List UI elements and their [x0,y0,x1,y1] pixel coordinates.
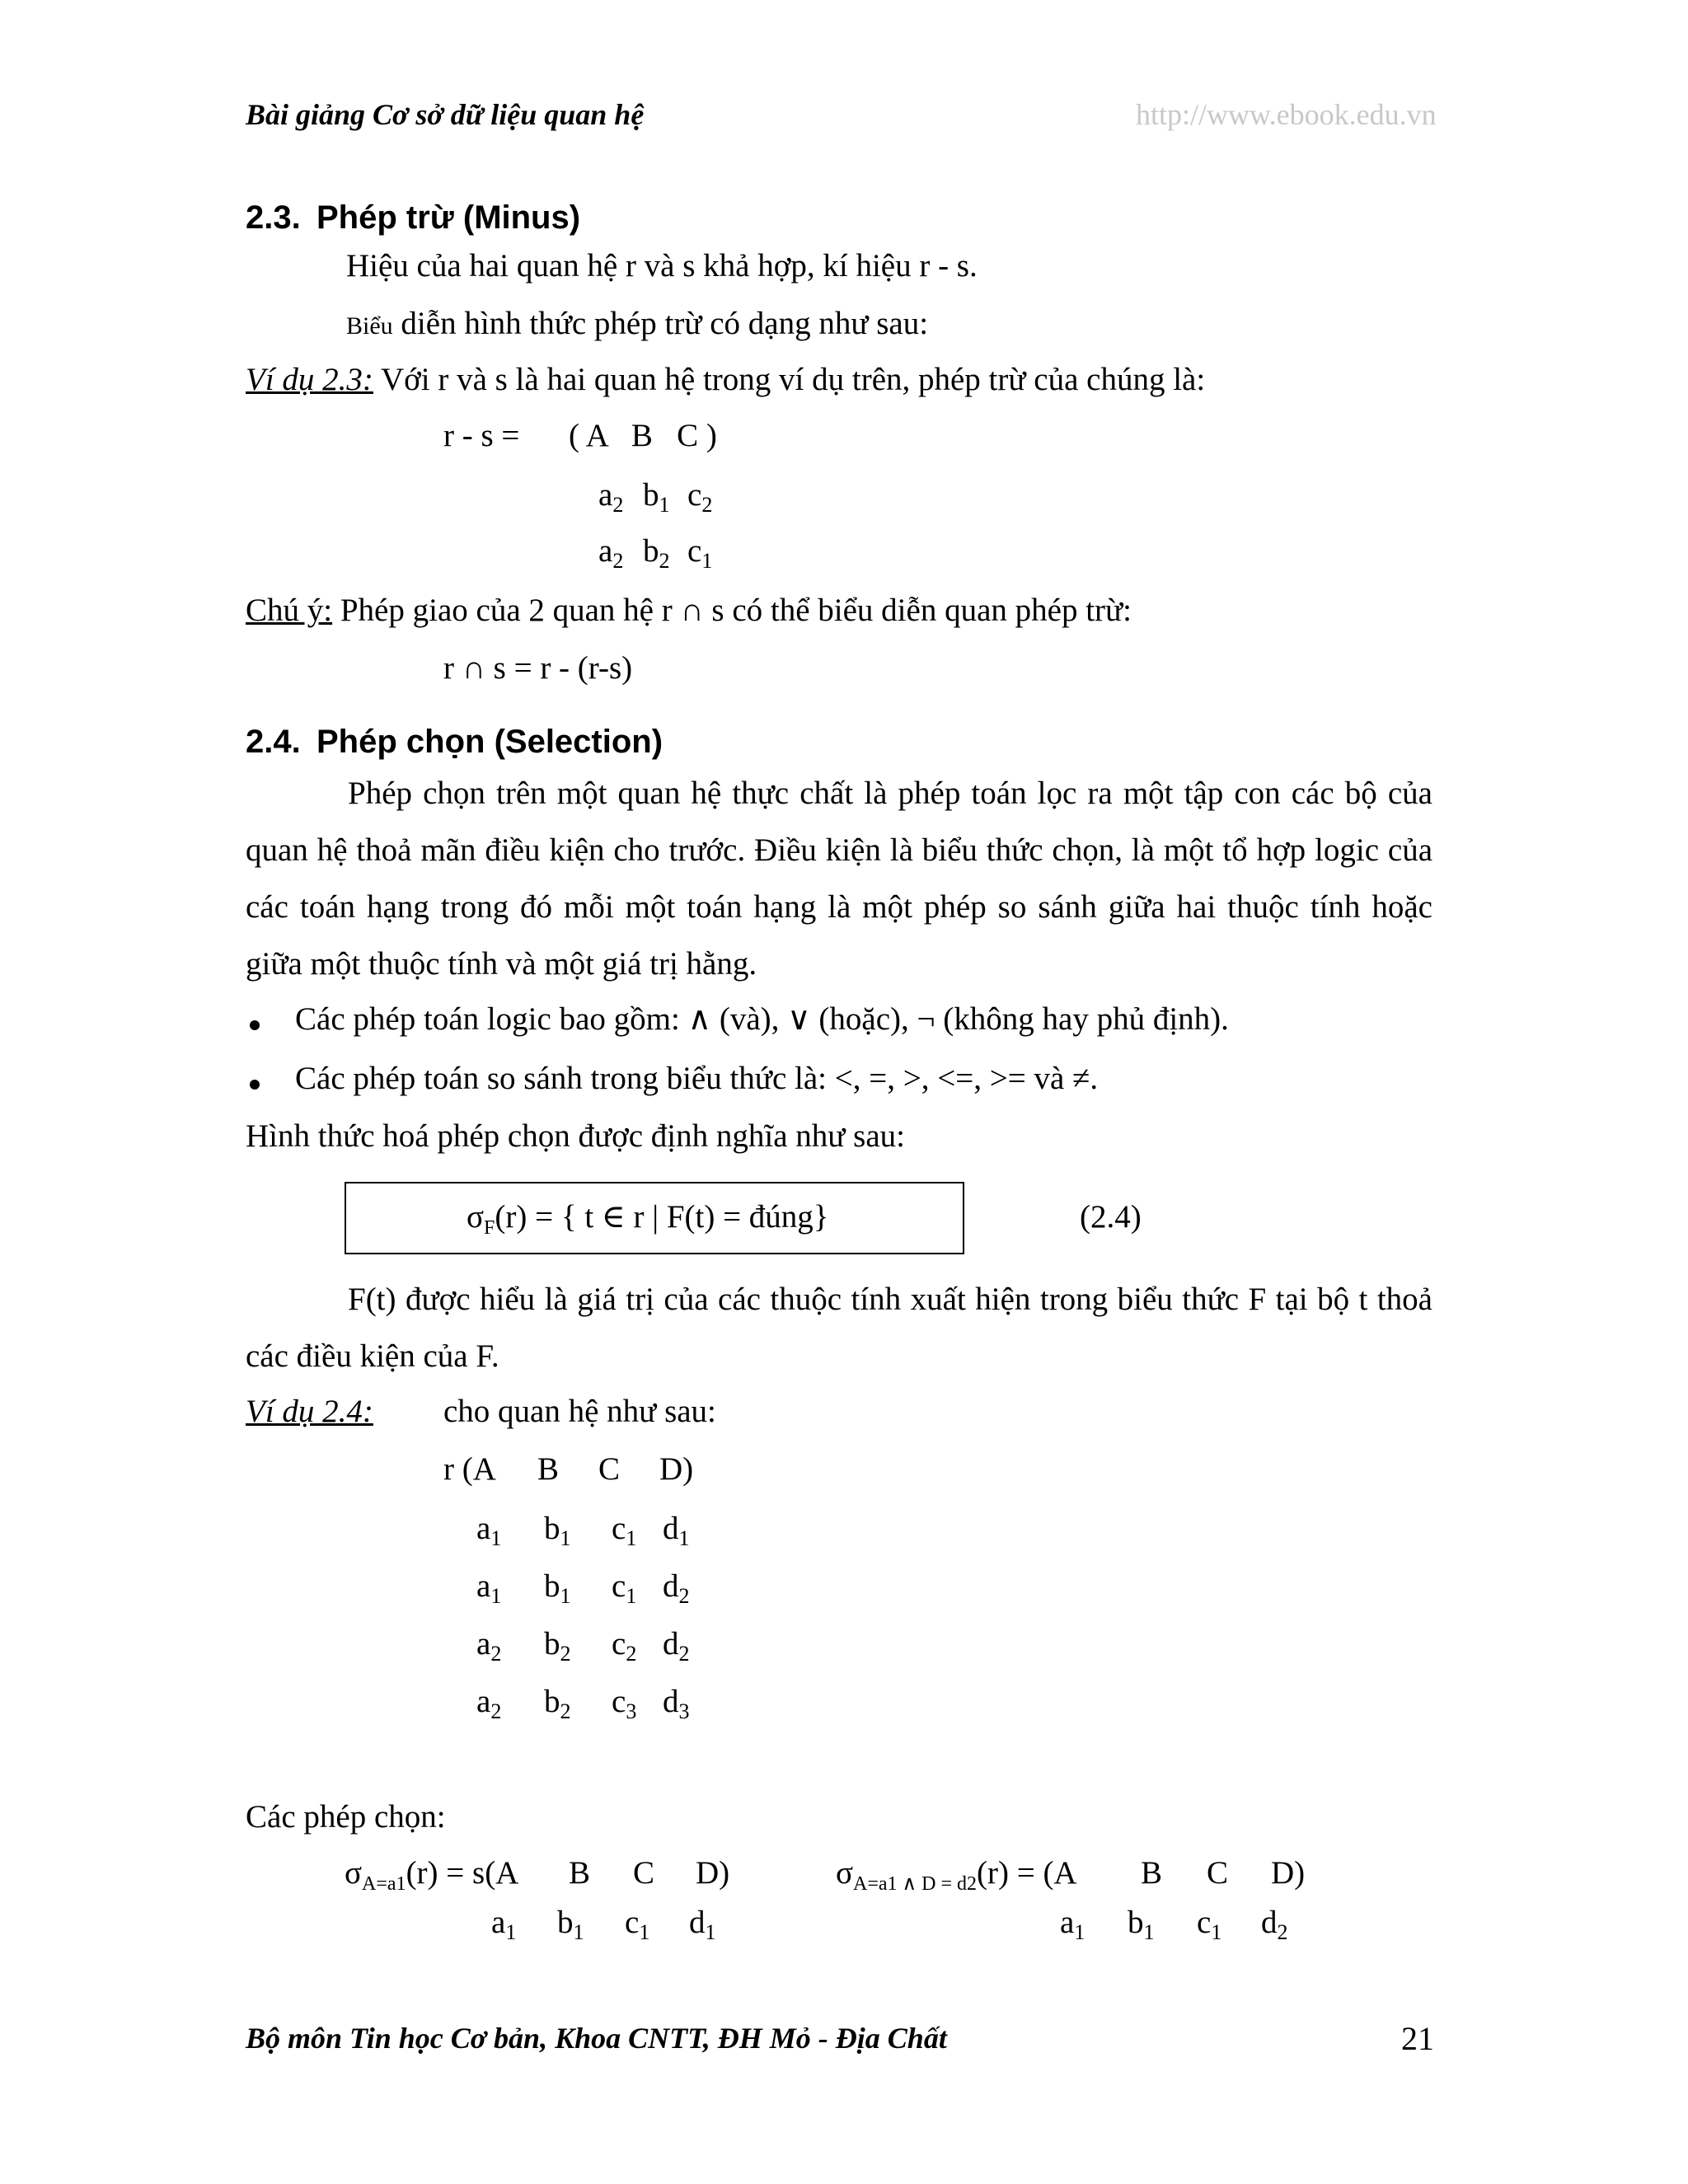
selection-formula: $\sigma_F(r)$ = { t ∈ r | F(t) = đúng} [467,1199,829,1239]
relation-cell: $c_1$ [612,1568,637,1608]
selection-1-cell: $d_1$ [689,1905,716,1944]
selection-1-cell: $b_1$ [557,1905,584,1944]
section-title: Phép chọn (Selection) [316,724,663,760]
selection-1-cell: $c_1$ [625,1905,650,1944]
bullet-logic-ops: Các phép toán logic bao gồm: ∧ (và), ∨ (hoặc), ¬ (không hay phủ định). [295,1001,1229,1037]
formula-number: (2.4) [1080,1199,1142,1235]
bullet-compare-ops: Các phép toán so sánh trong biểu thức là: <, =, >, <=, >= và ≠. [295,1061,1099,1096]
relation-cell: $b_1$ [544,1511,571,1550]
page-number: 21 [1401,2020,1434,2057]
relation-cell: $a_2$ [476,1684,502,1723]
selection-1-col: C [633,1855,655,1891]
definition-line: Hình thức hoá phép chọn được định nghĩa như sau: [246,1118,905,1154]
relation-cell: $a_1$ [476,1568,502,1608]
selection-1-col: B [569,1855,591,1891]
section-2-3-heading [246,199,580,237]
section-title: Phép trừ (Minus) [316,199,581,236]
relation-cell: $d_3$ [663,1684,690,1723]
header-title: Bài giảng Cơ sở dữ liệu quan hệ [246,98,645,131]
sec24-paragraph-text: Phép chọn trên một quan hệ thực chất là phép toán lọc ra một tập con các bộ của quan hệ thoả mãn điều kiện cho trước. Điều kiện là biểu thức chọn, là một tổ hợp logic của các toán hạng trong đó mỗi một toán hạng là một phép so sánh giữa hai thuộc tính hoặc giữa một thuộc tính và một giá trị hằng. [246,776,1432,982]
sec23-line1: Hiệu của hai quan hệ r và s khả hợp, kí hiệu r - s. [346,248,978,284]
sec24-paragraph [246,765,1432,992]
bullet-icon [250,1020,260,1030]
section-number: 2.4. [246,724,301,760]
result-cell: $b_1$ [643,477,670,517]
formula-explanation [246,1271,1432,1385]
result-cell: $c_2$ [687,477,713,517]
selection-2-lhs: $\sigma_{A=a1 \wedge D = d2}(r) = (A$ [836,1855,1077,1895]
header-url[interactable]: http://www.ebook.edu.vn [1136,98,1437,131]
selection-2-col: D) [1271,1855,1306,1891]
selection-2-cell: $c_1$ [1197,1905,1222,1944]
note-line [246,592,1132,629]
note-label: Chú ý: [246,593,333,628]
selection-2-cell: $b_1$ [1128,1905,1155,1944]
sec23-line2 [346,305,928,342]
example-2-4-text: cho quan hệ như sau: [443,1394,716,1429]
result-cell: $a_2$ [598,533,624,573]
relation-cell: $d_2$ [663,1568,690,1608]
section-number: 2.3. [246,199,301,236]
selection-1-col: D) [696,1855,730,1891]
relation-cell: $c_1$ [612,1511,637,1550]
example-2-3 [246,361,1205,398]
footer-text: Bộ môn Tin học Cơ bản, Khoa CNTT, ĐH Mỏ - Địa Chất [246,2022,947,2055]
relation-header-cell: C [598,1451,621,1487]
example-text: Với r và s là hai quan hệ trong ví dụ trên, phép trừ của chúng là: [373,362,1206,397]
relation-cell: $b_1$ [544,1568,571,1608]
example-2-4-label: Ví dụ 2.4: [246,1394,373,1429]
selection-2-cell: $d_2$ [1261,1905,1288,1944]
sec23-line2-small: Biểu [346,312,393,340]
selection-2-col: B [1141,1855,1163,1891]
relation-header-cell: B [537,1451,560,1487]
result-lhs: r - s = [443,418,520,453]
relation-cell: $c_2$ [612,1626,637,1666]
result-cell: $b_2$ [643,533,670,573]
formula-explanation-text: F(t) được hiểu là giá trị của các thuộc tính xuất hiện trong biểu thức F tại bộ t thoả các điều kiện của F. [246,1282,1432,1374]
section-2-4-heading [246,724,663,761]
result-header: ( A B C ) [569,418,717,453]
selections-label: Các phép chọn: [246,1799,446,1835]
relation-cell: $b_2$ [544,1626,571,1666]
relation-cell: $b_2$ [544,1684,571,1723]
relation-cell: $a_2$ [476,1626,502,1666]
selection-2-col: C [1207,1855,1229,1891]
note-text: Phép giao của 2 quan hệ r ∩ s có thể biểu diễn quan phép trừ: [332,593,1132,628]
note-formula: r ∩ s = r - (r-s) [443,650,633,686]
selection-1-lhs: $\sigma_{A=a1}(r) = s(A$ [345,1855,519,1895]
relation-header-cell: D) [659,1451,694,1487]
selection-2-cell: $a_1$ [1060,1905,1085,1944]
relation-cell: $c_3$ [612,1684,637,1723]
relation-cell: $a_1$ [476,1511,502,1550]
result-cell: $c_1$ [687,533,713,573]
selection-1-cell: $a_1$ [491,1905,517,1944]
relation-cell: $d_1$ [663,1511,690,1550]
relation-cell: $d_2$ [663,1626,690,1666]
example-label: Ví dụ 2.3: [246,362,373,397]
relation-header-cell: r (A [443,1451,496,1487]
bullet-icon [250,1080,260,1090]
sec23-line2-rest: diễn hình thức phép trừ có dạng như sau: [392,306,929,341]
result-cell: $a_2$ [598,477,624,517]
